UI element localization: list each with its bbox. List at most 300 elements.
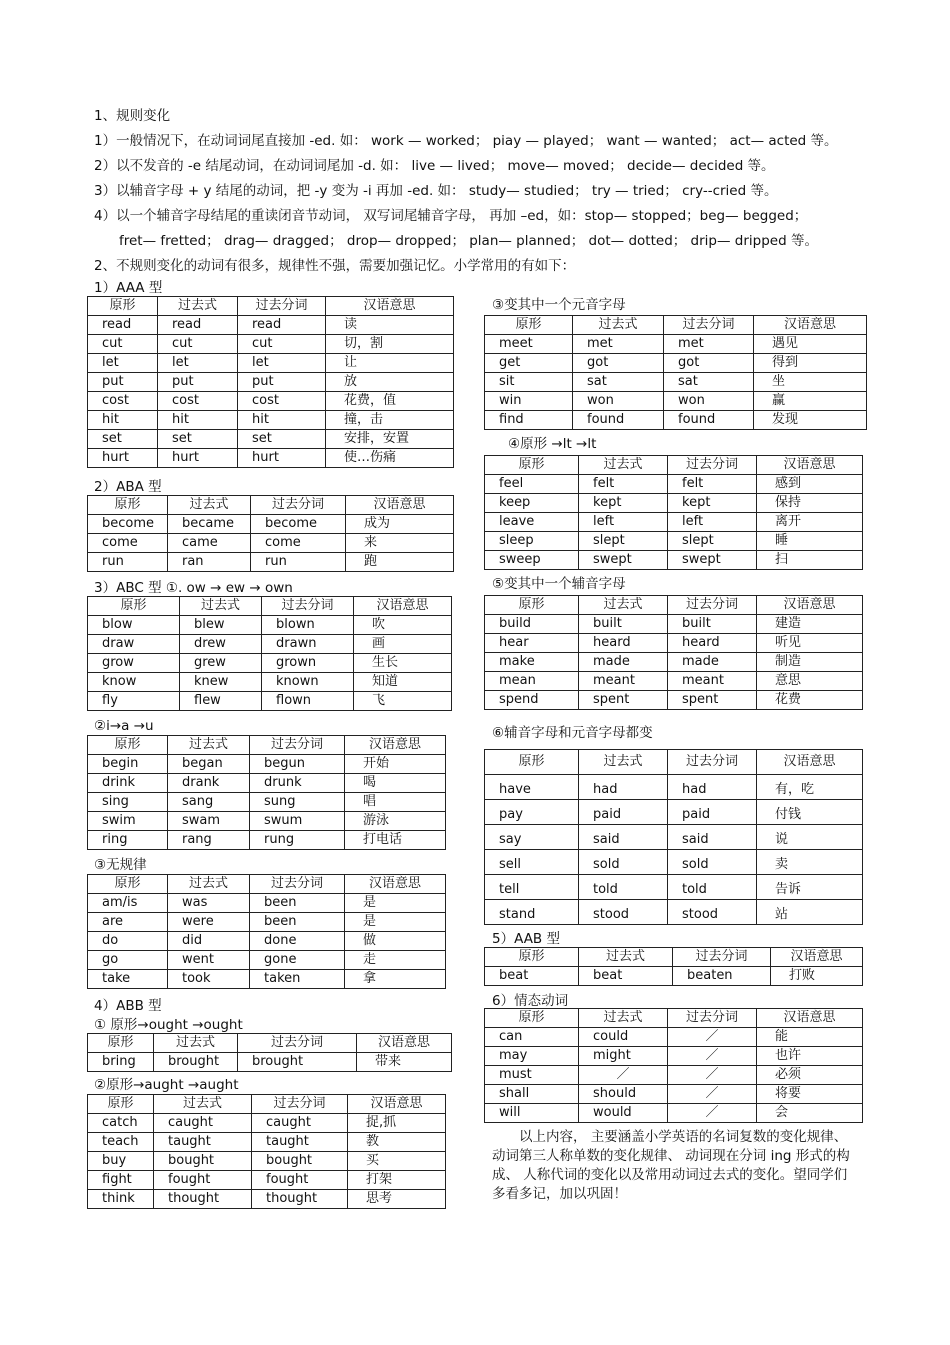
table-row xyxy=(88,1114,446,1133)
cell-past-tense: set xyxy=(158,430,238,449)
cell-base-form: fly xyxy=(88,692,180,711)
cell-past-tense: did xyxy=(168,932,250,951)
conclusion-paragraph: 以上内容， 主要涵盖小学英语的名词复数的变化规律、 动词第三人称单数的变化规律、 动词现在分词 ing 形式的构成、 人称代词的变化以及常用动词过去式的变化。望同学们多看多记，加以巩固！ xyxy=(492,1129,850,1202)
cell-base-form: swim xyxy=(88,812,168,831)
cell-past-participle: ／ xyxy=(668,1104,757,1123)
header-past-participle: 过去分词 xyxy=(238,1034,357,1053)
cell-chinese-meaning: 喝 xyxy=(345,774,446,793)
table-row xyxy=(485,850,863,875)
cell-past-tense: cut xyxy=(158,335,238,354)
cell-chinese-meaning: 会 xyxy=(757,1104,863,1123)
cell-chinese-meaning: 扫 xyxy=(757,551,863,570)
cell-past-tense: won xyxy=(573,392,664,411)
header-chinese-meaning: 汉语意思 xyxy=(346,496,454,515)
cell-base-form: may xyxy=(485,1047,579,1066)
cell-past-participle: become xyxy=(251,515,346,534)
cell-past-tense: sat xyxy=(573,373,664,392)
header-chinese-meaning: 汉语意思 xyxy=(345,736,446,755)
cell-past-participle: heard xyxy=(668,634,757,653)
cell-base-form: take xyxy=(88,970,168,989)
table-row xyxy=(485,335,867,354)
cell-past-tense: had xyxy=(579,775,668,800)
cell-past-participle: begun xyxy=(250,755,345,774)
header-chinese-meaning: 汉语意思 xyxy=(757,750,863,775)
cell-past-tense: hurt xyxy=(158,449,238,468)
table-row xyxy=(485,475,863,494)
table-header-row xyxy=(88,736,446,755)
header-base-form: 原形 xyxy=(88,1034,154,1053)
cell-past-tense: should xyxy=(579,1085,668,1104)
label-aught: ②原形→aught →aught xyxy=(94,1077,239,1093)
table-header-row xyxy=(485,948,863,967)
cell-past-participle: rung xyxy=(250,831,345,850)
header-past-participle: 过去分词 xyxy=(673,948,771,967)
label-abc: 3）ABC 型 ①. ow → ew → own xyxy=(94,580,293,596)
cell-chinese-meaning: 成为 xyxy=(346,515,454,534)
table-row xyxy=(88,894,446,913)
cell-past-tense: beat xyxy=(579,967,673,986)
table-header-row xyxy=(485,456,863,475)
cell-past-participle: done xyxy=(250,932,345,951)
cell-past-participle: won xyxy=(664,392,754,411)
table-row xyxy=(88,1171,446,1190)
cell-base-form: go xyxy=(88,951,168,970)
cell-base-form: can xyxy=(485,1028,579,1047)
header-base-form: 原形 xyxy=(88,875,168,894)
header-past-participle: 过去分词 xyxy=(250,736,345,755)
table-header-row xyxy=(485,596,863,615)
cell-chinese-meaning: 打架 xyxy=(348,1171,446,1190)
cell-past-tense: flew xyxy=(180,692,262,711)
table-row xyxy=(88,335,454,354)
cell-past-participle: been xyxy=(250,894,345,913)
header-chinese-meaning: 汉语意思 xyxy=(757,1009,863,1028)
table-header-row xyxy=(88,875,446,894)
header-base-form: 原形 xyxy=(88,297,158,316)
label-modal: 6）情态动词 xyxy=(492,993,569,1009)
header-past-tense: 过去式 xyxy=(168,875,250,894)
table-row xyxy=(88,654,452,673)
header-base-form: 原形 xyxy=(485,316,573,335)
cell-past-participle: set xyxy=(238,430,326,449)
cell-past-tense: swept xyxy=(579,551,668,570)
cell-chinese-meaning: 听见 xyxy=(757,634,863,653)
cell-base-form: spend xyxy=(485,691,579,710)
header-base-form: 原形 xyxy=(485,1009,579,1028)
table-row xyxy=(485,825,863,850)
cell-base-form: beat xyxy=(485,967,579,986)
header-past-tense: 过去式 xyxy=(579,456,668,475)
cell-base-form: buy xyxy=(88,1152,154,1171)
cell-past-tense: began xyxy=(168,755,250,774)
header-past-participle: 过去分词 xyxy=(668,456,757,475)
cell-base-form: win xyxy=(485,392,573,411)
table-row xyxy=(485,1028,863,1047)
section-title-irregular: 2、不规则变化的动词有很多，规律性不强，需要加强记忆。小学常用的有如下： xyxy=(94,258,576,274)
header-past-participle: 过去分词 xyxy=(250,875,345,894)
table-row xyxy=(485,1047,863,1066)
cell-chinese-meaning: 安排，安置 xyxy=(326,430,454,449)
table-header-row xyxy=(88,496,454,515)
cell-chinese-meaning: 画 xyxy=(354,635,452,654)
cell-past-tense: fought xyxy=(154,1171,252,1190)
cell-base-form: sing xyxy=(88,793,168,812)
cell-chinese-meaning: 教 xyxy=(348,1133,446,1152)
cell-base-form: set xyxy=(88,430,158,449)
table-row xyxy=(88,673,452,692)
cell-chinese-meaning: 感到 xyxy=(757,475,863,494)
cell-chinese-meaning: 卖 xyxy=(757,850,863,875)
table-row xyxy=(485,900,863,925)
table-header-row xyxy=(88,1034,452,1053)
cell-chinese-meaning: 也许 xyxy=(757,1047,863,1066)
cell-base-form: are xyxy=(88,913,168,932)
table-row xyxy=(485,800,863,825)
header-past-participle: 过去分词 xyxy=(262,597,354,616)
cell-past-tense: built xyxy=(579,615,668,634)
cell-chinese-meaning: 付钱 xyxy=(757,800,863,825)
cell-past-tense: brought xyxy=(154,1053,238,1072)
cell-past-tense: knew xyxy=(180,673,262,692)
table-row xyxy=(485,1085,863,1104)
cell-chinese-meaning: 飞 xyxy=(354,692,452,711)
table-row xyxy=(485,392,867,411)
cell-past-tense: were xyxy=(168,913,250,932)
label-aaa: 1）AAA 型 xyxy=(94,280,163,296)
cell-chinese-meaning: 让 xyxy=(326,354,454,373)
cell-chinese-meaning: 将要 xyxy=(757,1085,863,1104)
cell-past-tense: became xyxy=(168,515,251,534)
cell-past-participle: had xyxy=(668,775,757,800)
header-past-tense: 过去式 xyxy=(168,736,250,755)
cell-base-form: must xyxy=(485,1066,579,1085)
table-row xyxy=(485,967,863,986)
cell-past-participle: run xyxy=(251,553,346,572)
table-header-row xyxy=(88,1095,446,1114)
cell-past-participle: drawn xyxy=(262,635,354,654)
cell-chinese-meaning: 带来 xyxy=(357,1053,452,1072)
cell-chinese-meaning: 能 xyxy=(757,1028,863,1047)
table-row xyxy=(88,692,452,711)
cell-chinese-meaning: 捉,抓 xyxy=(348,1114,446,1133)
table-row xyxy=(485,513,863,532)
cell-past-tense: caught xyxy=(154,1114,252,1133)
table-row xyxy=(485,494,863,513)
cell-past-participle: hurt xyxy=(238,449,326,468)
cell-past-tense: drank xyxy=(168,774,250,793)
header-past-tense: 过去式 xyxy=(573,316,664,335)
cell-past-tense: rang xyxy=(168,831,250,850)
cell-past-participle: ／ xyxy=(668,1066,757,1085)
header-past-tense: 过去式 xyxy=(579,750,668,775)
header-past-tense: 过去式 xyxy=(154,1034,238,1053)
cell-past-tense: went xyxy=(168,951,250,970)
cell-base-form: get xyxy=(485,354,573,373)
cell-past-tense: thought xyxy=(154,1190,252,1209)
cell-chinese-meaning: 花费 xyxy=(757,691,863,710)
cell-past-tense: hit xyxy=(158,411,238,430)
cell-chinese-meaning: 吹 xyxy=(354,616,452,635)
cell-past-tense: cost xyxy=(158,392,238,411)
cell-past-tense: met xyxy=(573,335,664,354)
cell-chinese-meaning: 得到 xyxy=(754,354,867,373)
cell-past-participle: found xyxy=(664,411,754,430)
cell-past-participle: been xyxy=(250,913,345,932)
cell-base-form: fight xyxy=(88,1171,154,1190)
cell-past-participle: cut xyxy=(238,335,326,354)
cell-past-tense: paid xyxy=(579,800,668,825)
cell-chinese-meaning: 生长 xyxy=(354,654,452,673)
cell-past-tense: took xyxy=(168,970,250,989)
cell-base-form: become xyxy=(88,515,168,534)
cell-past-participle: caught xyxy=(252,1114,348,1133)
cell-base-form: draw xyxy=(88,635,180,654)
cell-past-tense: sang xyxy=(168,793,250,812)
cell-base-form: am/is xyxy=(88,894,168,913)
cell-base-form: say xyxy=(485,825,579,850)
rule-4: 4）以一个辅音字母结尾的重读闭音节动词， 双写词尾辅音字母， 再加 –ed，如：stop— stopped；beg— begged； xyxy=(94,208,808,224)
table-modal xyxy=(484,1008,863,1123)
cell-chinese-meaning: 打败 xyxy=(771,967,863,986)
table-row xyxy=(88,932,446,951)
cell-chinese-meaning: 游泳 xyxy=(345,812,446,831)
table-row xyxy=(88,970,446,989)
table-aaa xyxy=(87,296,454,468)
cell-past-participle: got xyxy=(664,354,754,373)
cell-base-form: catch xyxy=(88,1114,154,1133)
header-past-tense: 过去式 xyxy=(154,1095,252,1114)
cell-chinese-meaning: 知道 xyxy=(354,673,452,692)
header-chinese-meaning: 汉语意思 xyxy=(754,316,867,335)
cell-past-participle: come xyxy=(251,534,346,553)
header-chinese-meaning: 汉语意思 xyxy=(757,456,863,475)
header-past-tense: 过去式 xyxy=(579,596,668,615)
cell-base-form: sweep xyxy=(485,551,579,570)
cell-past-participle: met xyxy=(664,335,754,354)
table-row xyxy=(485,354,867,373)
label-abb: 4）ABB 型 xyxy=(94,998,162,1014)
cell-base-form: run xyxy=(88,553,168,572)
cell-base-form: ring xyxy=(88,831,168,850)
cell-past-tense: felt xyxy=(579,475,668,494)
cell-chinese-meaning: 是 xyxy=(345,913,446,932)
cell-past-participle: made xyxy=(668,653,757,672)
table-both xyxy=(484,749,863,925)
cell-chinese-meaning: 睡 xyxy=(757,532,863,551)
cell-past-participle: thought xyxy=(252,1190,348,1209)
cell-chinese-meaning: 放 xyxy=(326,373,454,392)
table-row xyxy=(88,373,454,392)
cell-past-participle: flown xyxy=(262,692,354,711)
cell-past-tense: meant xyxy=(579,672,668,691)
table-aught xyxy=(87,1094,446,1209)
header-past-participle: 过去分词 xyxy=(238,297,326,316)
table-row xyxy=(88,553,454,572)
cell-base-form: hurt xyxy=(88,449,158,468)
table-header-row xyxy=(485,750,863,775)
cell-past-participle: taken xyxy=(250,970,345,989)
table-consonant xyxy=(484,595,863,710)
table-row xyxy=(88,913,446,932)
cell-past-tense: kept xyxy=(579,494,668,513)
cell-chinese-meaning: 花费，值 xyxy=(326,392,454,411)
cell-chinese-meaning: 拿 xyxy=(345,970,446,989)
table-row xyxy=(485,875,863,900)
table-aab xyxy=(484,947,863,986)
cell-past-participle: grown xyxy=(262,654,354,673)
table-abc xyxy=(87,596,452,711)
table-row xyxy=(88,430,454,449)
cell-past-tense: spent xyxy=(579,691,668,710)
table-row xyxy=(88,534,454,553)
cell-base-form: come xyxy=(88,534,168,553)
label-consonant: ⑤变其中一个辅音字母 xyxy=(492,576,626,592)
header-base-form: 原形 xyxy=(485,750,579,775)
cell-past-participle: ／ xyxy=(668,1028,757,1047)
cell-base-form: make xyxy=(485,653,579,672)
cell-past-participle: put xyxy=(238,373,326,392)
cell-past-tense: sold xyxy=(579,850,668,875)
cell-chinese-meaning: 是 xyxy=(345,894,446,913)
cell-chinese-meaning: 发现 xyxy=(754,411,867,430)
header-chinese-meaning: 汉语意思 xyxy=(326,297,454,316)
cell-chinese-meaning: 切，割 xyxy=(326,335,454,354)
cell-base-form: bring xyxy=(88,1053,154,1072)
table-row xyxy=(485,532,863,551)
table-irregular xyxy=(87,874,446,989)
cell-past-participle: slept xyxy=(668,532,757,551)
table-header-row xyxy=(88,297,454,316)
table-row xyxy=(88,411,454,430)
cell-past-tense: put xyxy=(158,373,238,392)
cell-base-form: blow xyxy=(88,616,180,635)
header-chinese-meaning: 汉语意思 xyxy=(357,1034,452,1053)
cell-base-form: meet xyxy=(485,335,573,354)
cell-chinese-meaning: 开始 xyxy=(345,755,446,774)
cell-past-tense: left xyxy=(579,513,668,532)
header-chinese-meaning: 汉语意思 xyxy=(345,875,446,894)
header-past-participle: 过去分词 xyxy=(664,316,754,335)
cell-base-form: know xyxy=(88,673,180,692)
cell-past-tense: blew xyxy=(180,616,262,635)
rule-2: 2）以不发音的 -e 结尾动词，在动词词尾加 -d. 如： live — lived； move— moved； decide— decided 等。 xyxy=(94,158,775,174)
table-aba xyxy=(87,495,454,572)
table-row xyxy=(88,1152,446,1171)
table-ought xyxy=(87,1033,452,1072)
table-row xyxy=(485,373,867,392)
header-past-participle: 过去分词 xyxy=(252,1095,348,1114)
cell-past-tense: could xyxy=(579,1028,668,1047)
table-vowel xyxy=(484,315,867,430)
cell-chinese-meaning: 读 xyxy=(326,316,454,335)
cell-base-form: have xyxy=(485,775,579,800)
label-aba: 2）ABA 型 xyxy=(94,479,162,495)
cell-base-form: mean xyxy=(485,672,579,691)
header-base-form: 原形 xyxy=(485,948,579,967)
cell-base-form: keep xyxy=(485,494,579,513)
cell-base-form: hit xyxy=(88,411,158,430)
cell-chinese-meaning: 买 xyxy=(348,1152,446,1171)
cell-past-participle: brought xyxy=(238,1053,357,1072)
cell-chinese-meaning: 思考 xyxy=(348,1190,446,1209)
table-row xyxy=(485,615,863,634)
table-row xyxy=(88,392,454,411)
rule-3: 3）以辅音字母 + y 结尾的动词，把 -y 变为 -i 再加 -ed. 如： study— studied； try — tried； cry--cried 等。 xyxy=(94,183,778,199)
label-i-a-u: ②i→a →u xyxy=(94,718,154,734)
table-row xyxy=(485,691,863,710)
cell-base-form: feel xyxy=(485,475,579,494)
cell-past-tense: ran xyxy=(168,553,251,572)
table-row xyxy=(485,1104,863,1123)
label-ought: ① 原形→ought →ought xyxy=(94,1017,243,1033)
cell-base-form: find xyxy=(485,411,573,430)
cell-past-participle: felt xyxy=(668,475,757,494)
table-header-row xyxy=(485,1009,863,1028)
cell-chinese-meaning: 说 xyxy=(757,825,863,850)
cell-past-participle: taught xyxy=(252,1133,348,1152)
header-base-form: 原形 xyxy=(88,496,168,515)
cell-chinese-meaning: 保持 xyxy=(757,494,863,513)
table-row xyxy=(88,793,446,812)
cell-chinese-meaning: 意思 xyxy=(757,672,863,691)
cell-base-form: sit xyxy=(485,373,573,392)
header-chinese-meaning: 汉语意思 xyxy=(354,597,452,616)
table-row xyxy=(485,634,863,653)
header-chinese-meaning: 汉语意思 xyxy=(757,596,863,615)
cell-chinese-meaning: 撞，击 xyxy=(326,411,454,430)
header-past-participle: 过去分词 xyxy=(251,496,346,515)
cell-chinese-meaning: 赢 xyxy=(754,392,867,411)
cell-chinese-meaning: 唱 xyxy=(345,793,446,812)
cell-past-participle: sold xyxy=(668,850,757,875)
cell-past-tense: might xyxy=(579,1047,668,1066)
cell-past-participle: read xyxy=(238,316,326,335)
rule-4-examples: fret— fretted； drag— dragged； drop— dropped； plan— planned； dot— dotted； drip— dripped 等。 xyxy=(119,233,818,249)
label-aab: 5）AAB 型 xyxy=(492,931,560,947)
table-header-row xyxy=(88,597,452,616)
cell-base-form: grow xyxy=(88,654,180,673)
cell-chinese-meaning: 制造 xyxy=(757,653,863,672)
cell-past-participle: swum xyxy=(250,812,345,831)
cell-base-form: stand xyxy=(485,900,579,925)
cell-base-form: drink xyxy=(88,774,168,793)
header-past-tense: 过去式 xyxy=(168,496,251,515)
header-chinese-meaning: 汉语意思 xyxy=(771,948,863,967)
table-row xyxy=(88,755,446,774)
table-row xyxy=(485,775,863,800)
cell-past-participle: said xyxy=(668,825,757,850)
cell-past-participle: cost xyxy=(238,392,326,411)
cell-past-participle: sat xyxy=(664,373,754,392)
cell-base-form: sell xyxy=(485,850,579,875)
cell-base-form: leave xyxy=(485,513,579,532)
header-base-form: 原形 xyxy=(485,456,579,475)
cell-base-form: cut xyxy=(88,335,158,354)
cell-past-participle: paid xyxy=(668,800,757,825)
cell-base-form: sleep xyxy=(485,532,579,551)
table-row xyxy=(485,411,867,430)
cell-base-form: think xyxy=(88,1190,154,1209)
cell-past-tense: drew xyxy=(180,635,262,654)
cell-past-tense: slept xyxy=(579,532,668,551)
header-base-form: 原形 xyxy=(88,736,168,755)
cell-base-form: tell xyxy=(485,875,579,900)
cell-past-tense: ／ xyxy=(579,1066,668,1085)
cell-chinese-meaning: 走 xyxy=(345,951,446,970)
table-row xyxy=(88,616,452,635)
header-past-tense: 过去式 xyxy=(158,297,238,316)
table-row xyxy=(88,316,454,335)
